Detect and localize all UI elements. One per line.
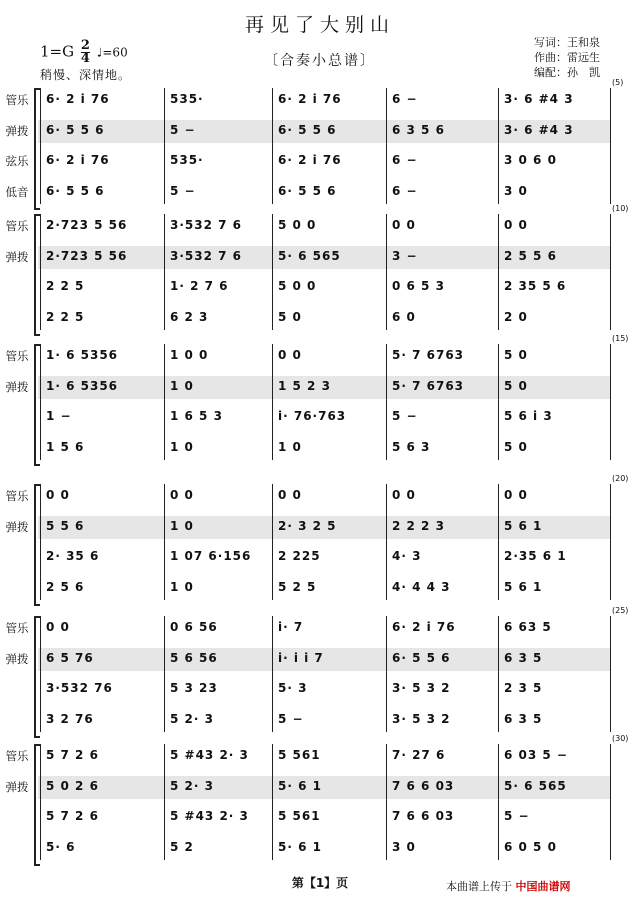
measure-notes: 5· 6 565	[504, 778, 567, 793]
measure-notes: 7 6 6 03	[392, 809, 455, 823]
measure-notes: 6 3 5 6	[392, 122, 445, 137]
source-prefix: 本曲谱上传于	[446, 880, 512, 893]
measure-notes: 5· 7 6763	[392, 378, 465, 393]
measure-notes: 1 5 6	[46, 439, 85, 454]
measure-notes: 6· 2 i 76	[278, 92, 342, 106]
measure-notes: 2· 3 2 5	[278, 518, 337, 533]
part-label-pluck: 弹拨	[5, 123, 29, 138]
barline	[386, 344, 387, 460]
measure-notes: 6 0	[392, 309, 416, 324]
measure-notes: 6 −	[392, 92, 418, 106]
barline	[272, 88, 273, 204]
measure-notes: 6· 2 i 76	[392, 620, 456, 634]
part-label-bass: 低音	[5, 184, 29, 199]
measure-notes: 6 −	[392, 153, 418, 167]
barline	[164, 616, 165, 732]
part-label-wind: 管乐	[5, 621, 29, 635]
measure-notes: 1 07 6·156	[170, 549, 252, 563]
measure-notes: 5· 6 565	[278, 248, 341, 263]
barline	[40, 214, 41, 330]
measure-notes: 3·532 76	[46, 681, 113, 695]
page-subtitle: 〔合奏小总谱〕	[264, 53, 376, 69]
arranger-credit: 编配：孙 凯	[534, 66, 600, 79]
part-label-wind: 管乐	[5, 349, 29, 363]
measure-notes: i· 76·763	[278, 409, 347, 423]
part-label-string: 弦乐	[5, 154, 29, 168]
measure-notes: 3·532 7 6	[170, 248, 243, 263]
measure-notes: 5 0 2 6	[46, 778, 99, 793]
measure-notes: 3 0	[392, 839, 416, 854]
measure-notes: 5 #43 2· 3	[170, 748, 249, 762]
measure-notes: 1 −	[46, 409, 72, 423]
meter-bottom: 4	[80, 51, 90, 66]
measure-notes: 1 0	[170, 579, 194, 594]
measure-notes: 5 −	[392, 409, 418, 423]
page-number: 第【1】页	[291, 876, 349, 890]
measure-notes: 1 0	[170, 439, 194, 454]
measure-notes: 5 −	[170, 183, 196, 198]
measure-notes: 3· 5 3 2	[392, 711, 451, 726]
measure-notes: 1· 6 5356	[46, 378, 119, 393]
measure-notes: 1· 2 7 6	[170, 279, 229, 293]
measure-notes: 5· 7 6763	[392, 348, 465, 362]
measure-notes: 2·723 5 56	[46, 218, 128, 232]
measure-notes: 4· 3	[392, 549, 422, 563]
measure-notes: 2 2 2 3	[392, 518, 445, 533]
lyricist-credit: 写词：王和泉	[534, 36, 600, 49]
part-label-wind: 管乐	[5, 93, 29, 107]
measure-notes: 5 3 23	[170, 681, 218, 695]
barline	[272, 616, 273, 732]
measure-notes: 5 7 2 6	[46, 748, 99, 762]
barline	[610, 88, 611, 204]
measure-notes: 6 −	[392, 183, 418, 198]
barline	[272, 484, 273, 600]
measure-notes: 5· 6 1	[278, 839, 322, 854]
measure-notes: 3· 6 #4 3	[504, 92, 574, 106]
measure-notes: 6· 5 5 6	[278, 183, 337, 198]
barline	[40, 344, 41, 460]
barline	[164, 88, 165, 204]
barline	[498, 744, 499, 860]
measure-notes: 6 2 3	[170, 309, 209, 324]
measure-notes: 5 −	[278, 711, 304, 726]
measure-notes: 3 2 76	[46, 711, 94, 726]
measure-notes: 5 0	[504, 378, 528, 393]
measure-notes: 2 5 6	[46, 579, 85, 594]
measure-notes: 4· 4 4 3	[392, 579, 451, 594]
barline	[164, 744, 165, 860]
measure-notes: 3·532 7 6	[170, 218, 243, 232]
barline	[386, 484, 387, 600]
barline	[164, 214, 165, 330]
measure-notes: 0 0	[278, 348, 302, 362]
measure-notes: 1· 6 5356	[46, 348, 119, 362]
barline	[498, 484, 499, 600]
measure-notes: 5· 6	[46, 839, 76, 854]
measure-notes: 7 6 6 03	[392, 778, 455, 793]
meter-top: 2	[80, 38, 90, 53]
measure-number: (15)	[612, 334, 629, 343]
measure-number: (30)	[612, 734, 629, 743]
measure-number: (5)	[612, 78, 624, 87]
measure-notes: 3· 5 3 2	[392, 681, 451, 695]
part-label-pluck: 弹拨	[5, 779, 29, 794]
measure-notes: 535·	[170, 153, 204, 167]
barline	[40, 484, 41, 600]
measure-notes: 5 −	[504, 809, 530, 823]
measure-notes: 2 225	[278, 549, 321, 563]
measure-notes: 1 0	[278, 439, 302, 454]
measure-notes: 5· 3	[278, 681, 308, 695]
measure-notes: 5 6 1	[504, 579, 543, 594]
key-signature	[40, 40, 128, 65]
measure-notes: 0 0	[504, 218, 528, 232]
measure-notes: 1 0 0	[170, 348, 209, 362]
measure-notes: 0 0	[46, 488, 70, 502]
time-signature	[81, 40, 90, 65]
measure-notes: 5 2· 3	[170, 711, 214, 726]
barline	[386, 616, 387, 732]
measure-notes: 5 0	[278, 309, 302, 324]
barline	[610, 344, 611, 460]
measure-notes: 6· 5 5 6	[392, 650, 451, 665]
measure-notes: 1 0	[170, 518, 194, 533]
measure-notes: 2·35 6 1	[504, 549, 567, 563]
composer-credit: 作曲：雷远生	[534, 51, 600, 64]
measure-notes: 2 2 5	[46, 309, 85, 324]
part-label-pluck: 弹拨	[5, 519, 29, 534]
measure-notes: 3 0	[504, 183, 528, 198]
barline	[386, 214, 387, 330]
measure-notes: 6 03 5 −	[504, 748, 568, 762]
measure-notes: 3 −	[392, 248, 418, 263]
measure-notes: 0 0	[392, 218, 416, 232]
source-credit	[446, 878, 571, 894]
measure-notes: 2 5 5 6	[504, 248, 557, 263]
barline	[40, 744, 41, 860]
part-label-pluck: 弹拨	[5, 651, 29, 666]
credits	[534, 35, 600, 80]
tempo-marking: ♩=60	[96, 45, 128, 60]
barline	[386, 88, 387, 204]
measure-notes: 5· 6 1	[278, 778, 322, 793]
measure-number: (20)	[612, 474, 629, 483]
measure-notes: 5 0	[504, 348, 528, 362]
measure-notes: 5 0 0	[278, 218, 317, 232]
measure-notes: 6 5 76	[46, 650, 94, 665]
measure-notes: 0 0	[392, 488, 416, 502]
measure-notes: 5 2	[170, 839, 194, 854]
measure-notes: 5 2 5	[278, 579, 317, 594]
key-label: 1=G	[40, 42, 75, 61]
barline	[164, 344, 165, 460]
measure-notes: 0 0	[278, 488, 302, 502]
expression-text: 稍慢、深情地。	[40, 68, 132, 82]
measure-number: (10)	[612, 204, 629, 213]
measure-notes: i· 7	[278, 620, 304, 634]
measure-notes: 3 0 6 0	[504, 153, 557, 167]
part-label-wind: 管乐	[5, 219, 29, 233]
measure-notes: 0 6 56	[170, 620, 218, 634]
measure-notes: 535·	[170, 92, 204, 106]
measure-notes: 2· 35 6	[46, 549, 100, 563]
measure-notes: 6· 5 5 6	[46, 122, 105, 137]
barline	[610, 744, 611, 860]
barline	[610, 484, 611, 600]
measure-notes: 2 0	[504, 309, 528, 324]
measure-notes: 5 #43 2· 3	[170, 809, 249, 823]
measure-notes: 6· 2 i 76	[46, 153, 110, 167]
measure-notes: 5 561	[278, 748, 321, 762]
barline	[40, 88, 41, 204]
measure-notes: i· i i 7	[278, 650, 324, 665]
barline	[498, 344, 499, 460]
barline	[498, 88, 499, 204]
measure-notes: 6· 2 i 76	[46, 92, 110, 106]
part-label-wind: 管乐	[5, 489, 29, 503]
measure-notes: 7· 27 6	[392, 748, 446, 762]
barline	[272, 214, 273, 330]
part-label-wind: 管乐	[5, 749, 29, 763]
measure-notes: 5 0	[504, 439, 528, 454]
measure-notes: 2·723 5 56	[46, 248, 128, 263]
barline	[498, 214, 499, 330]
measure-notes: 5 7 2 6	[46, 809, 99, 823]
measure-notes: 5 561	[278, 809, 321, 823]
measure-notes: 6· 2 i 76	[278, 153, 342, 167]
barline	[164, 484, 165, 600]
measure-notes: 6 0 5 0	[504, 839, 557, 854]
measure-notes: 5 6 1	[504, 518, 543, 533]
measure-notes: 6 3 5	[504, 711, 543, 726]
measure-notes: 0 6 5 3	[392, 279, 445, 293]
measure-notes: 3· 6 #4 3	[504, 122, 574, 137]
measure-notes: 0 0	[504, 488, 528, 502]
measure-notes: 6· 5 5 6	[46, 183, 105, 198]
measure-notes: 5 5 6	[46, 518, 85, 533]
measure-notes: 2 35 5 6	[504, 279, 567, 293]
part-label-pluck: 弹拨	[5, 249, 29, 264]
measure-notes: 5 0 0	[278, 279, 317, 293]
measure-notes: 5 6 i 3	[504, 409, 553, 423]
barline	[610, 214, 611, 330]
barline	[498, 616, 499, 732]
measure-notes: 6 3 5	[504, 650, 543, 665]
measure-number: (25)	[612, 606, 629, 615]
measure-notes: 5 6 56	[170, 650, 218, 665]
barline	[40, 616, 41, 732]
measure-notes: 0 0	[46, 620, 70, 634]
measure-notes: 5 −	[170, 122, 196, 137]
barline	[386, 744, 387, 860]
barline	[272, 344, 273, 460]
page-title: 再见了大别山	[244, 14, 395, 36]
part-label-pluck: 弹拨	[5, 379, 29, 394]
measure-notes: 1 5 2 3	[278, 378, 331, 393]
measure-notes: 6 63 5	[504, 620, 552, 634]
barline	[272, 744, 273, 860]
measure-notes: 5 6 3	[392, 439, 431, 454]
source-brand: 中国曲谱网	[515, 880, 571, 893]
measure-notes: 0 0	[170, 488, 194, 502]
measure-notes: 2 2 5	[46, 279, 85, 293]
measure-notes: 6· 5 5 6	[278, 122, 337, 137]
measure-notes: 1 0	[170, 378, 194, 393]
barline	[610, 616, 611, 732]
measure-notes: 2 3 5	[504, 681, 543, 695]
measure-notes: 5 2· 3	[170, 778, 214, 793]
measure-notes: 1 6 5 3	[170, 409, 223, 423]
